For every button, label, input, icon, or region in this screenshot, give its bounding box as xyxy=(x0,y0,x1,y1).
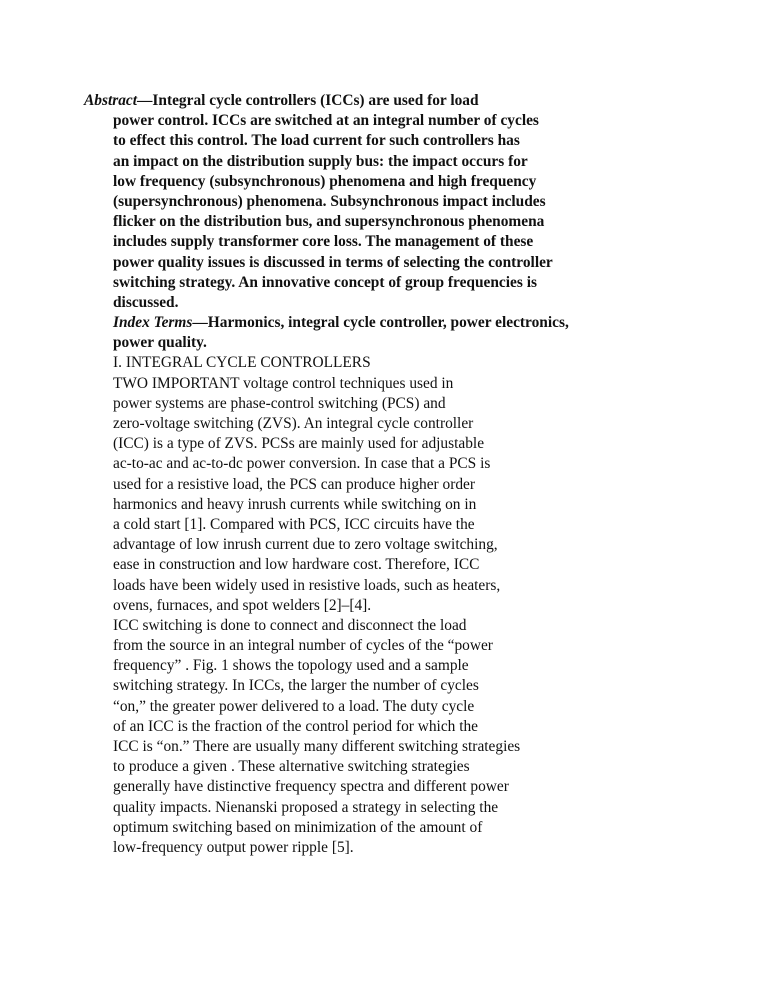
paragraph-line: optimum switching based on minimization of the amount of xyxy=(113,818,483,836)
abstract-line: an impact on the distribution supply bus: the impact occurs for xyxy=(113,152,528,170)
abstract-line: power control. ICCs are switched at an integral number of cycles xyxy=(113,112,539,130)
paragraph-line: ovens, furnaces, and spot welders [2]–[4]. xyxy=(113,596,372,614)
abstract-line: Abstract—Integral cycle controllers (ICCs) are used for load xyxy=(84,92,479,109)
abstract-line: power quality issues is discussed in terms of selecting the controller xyxy=(113,253,553,271)
paragraph-line: “on,” the greater power delivered to a load. The duty cycle xyxy=(113,697,475,715)
abstract-line: discussed. xyxy=(113,293,179,311)
paragraph-line: power systems are phase-control switching (PCS) and xyxy=(113,394,446,412)
abstract-line: flicker on the distribution bus, and supersynchronous phenomena xyxy=(113,213,545,231)
abstract-line: (supersynchronous) phenomena. Subsynchronous impact includes xyxy=(113,192,546,210)
paragraph-line: quality impacts. Nienanski proposed a strategy in selecting the xyxy=(113,798,499,816)
paragraph-line: low-frequency output power ripple [5]. xyxy=(113,838,354,856)
paragraph-line: from the source in an integral number of cycles of the “power xyxy=(113,637,493,655)
paragraph-line: generally have distinctive frequency spectra and different power xyxy=(113,778,509,796)
paragraph-line: advantage of low inrush current due to zero voltage switching, xyxy=(113,536,498,554)
paragraph-line: (ICC) is a type of ZVS. PCSs are mainly used for adjustable xyxy=(113,435,485,453)
index-terms-line: power quality. xyxy=(113,334,207,352)
paragraph-line: to produce a given . These alternative switching strategies xyxy=(113,758,470,776)
paragraph-line: ICC is “on.” There are usually many different switching strategies xyxy=(113,738,521,755)
abstract-label: Abstract xyxy=(84,92,138,109)
abstract-line: switching strategy. An innovative concept of group frequencies is xyxy=(113,273,537,291)
abstract-line: to effect this control. The load current for such controllers has xyxy=(113,132,520,150)
paragraph-line: zero-voltage switching (ZVS). An integral cycle controller xyxy=(113,415,474,432)
paragraph-line: a cold start [1]. Compared with PCS, ICC circuits have the xyxy=(113,515,475,533)
index-terms-label: Index Terms xyxy=(113,314,193,332)
paragraph-line: of an ICC is the fraction of the control period for which the xyxy=(113,717,478,735)
paragraph-line: switching strategy. In ICCs, the larger the number of cycles xyxy=(113,677,479,695)
abstract-line: low frequency (subsynchronous) phenomena and high frequency xyxy=(113,172,537,190)
paragraph-line: frequency” . Fig. 1 shows the topology used and a sample xyxy=(113,657,469,675)
document-body xyxy=(84,91,684,858)
paragraph-line: ac-to-ac and ac-to-dc power conversion. In case that a PCS is xyxy=(113,455,491,473)
section-heading: I. INTEGRAL CYCLE CONTROLLERS xyxy=(113,354,371,372)
abstract-line: includes supply transformer core loss. The management of these xyxy=(113,233,534,251)
paragraph-line: loads have been widely used in resistive loads, such as heaters, xyxy=(113,576,501,594)
paragraph-line: ICC switching is done to connect and disconnect the load xyxy=(113,616,467,634)
paragraph-line: TWO IMPORTANT voltage control techniques used in xyxy=(113,374,454,392)
paragraph-line: used for a resistive load, the PCS can produce higher order xyxy=(113,475,476,493)
paragraph-line: ease in construction and low hardware cost. Therefore, ICC xyxy=(113,556,480,574)
index-terms-line: Index Terms—Harmonics, integral cycle controller, power electronics, xyxy=(113,314,569,332)
paragraph-line: harmonics and heavy inrush currents while switching on in xyxy=(113,495,477,513)
lead-caps: TWO IMPORTANT xyxy=(113,374,240,392)
